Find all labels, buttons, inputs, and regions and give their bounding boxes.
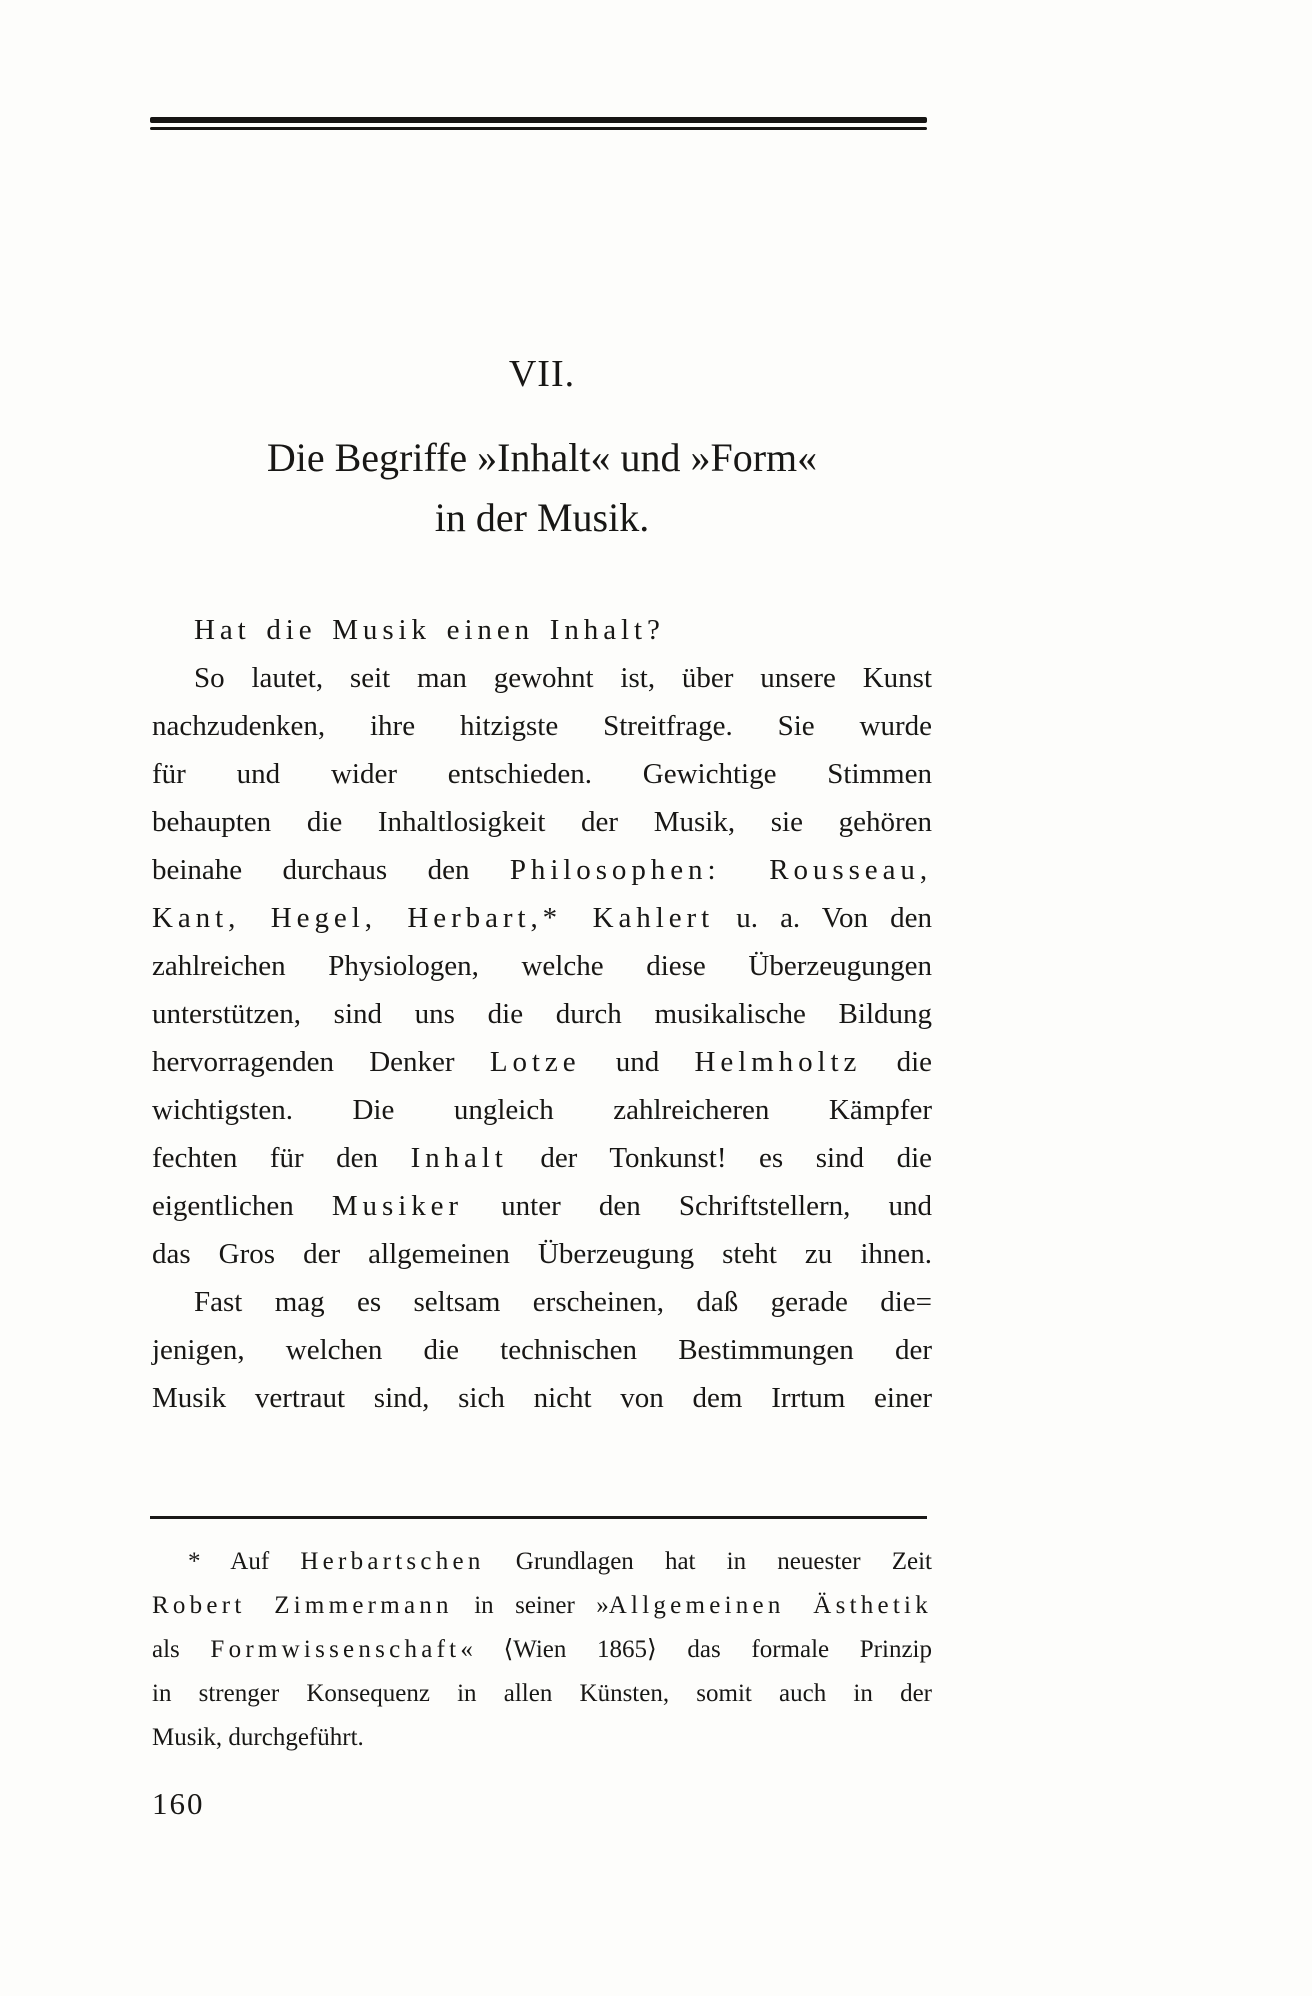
text-line	[152, 1672, 932, 1716]
emphasized-text-segment: Hat die Musik einen Inhalt?	[194, 614, 665, 646]
page-number: 160	[152, 1786, 205, 1821]
text-line	[152, 1278, 932, 1326]
emphasized-text-segment: Herbartschen	[300, 1548, 485, 1575]
text-line	[152, 1134, 932, 1182]
text-line	[152, 1230, 932, 1278]
top-rule-thin	[150, 127, 927, 130]
text-segment: unterstützen, sind uns die durch musikalische Bildung	[152, 998, 932, 1030]
top-rule	[150, 117, 927, 130]
text-line	[152, 942, 932, 990]
text-segment: fechten für den	[152, 1142, 411, 1174]
text-segment: unter den Schriftstellern, und	[463, 1190, 932, 1222]
text-segment: die	[861, 1046, 932, 1078]
footnote-separator-rule	[150, 1516, 927, 1519]
emphasized-text-segment: Inhalt	[410, 1142, 508, 1174]
text-segment: Fast mag es seltsam erscheinen, daß gerade die=	[194, 1286, 932, 1318]
text-segment: in strenger Konsequenz in allen Künsten, somit auch in der	[152, 1680, 932, 1707]
text-segment: Musik vertraut sind, sich nicht von dem Irrtum einer	[152, 1382, 932, 1414]
text-line	[152, 1038, 932, 1086]
text-line	[152, 1326, 932, 1374]
text-line	[152, 894, 932, 942]
text-segment: Musik, durchgeführt.	[152, 1724, 364, 1751]
text-line	[152, 702, 932, 750]
text-segment: und	[580, 1046, 695, 1078]
body-text	[152, 606, 932, 1422]
text-segment: beinahe durchaus den	[152, 854, 510, 886]
text-segment: das Gros der allgemeinen Überzeugung steht zu ihnen.	[152, 1238, 932, 1270]
chapter-title-line-1: Die Begriffe »Inhalt« und »Form«	[266, 435, 818, 480]
emphasized-text-segment: Lotze	[489, 1046, 581, 1078]
text-segment: nachzudenken, ihre hitzigste Streitfrage. Sie wurde	[152, 710, 932, 742]
text-segment: hervorragenden Denker	[152, 1046, 490, 1078]
emphasized-text-segment: Kant, Hegel, Herbart,* Kahlert	[152, 902, 715, 934]
text-line	[152, 1182, 932, 1230]
footnote-text	[152, 1540, 932, 1760]
text-line	[152, 846, 932, 894]
top-rule-thick	[150, 117, 927, 123]
text-segment: u. a. Von den	[714, 902, 932, 934]
text-segment: behaupten die Inhaltlosigkeit der Musik, sie gehören	[152, 806, 932, 838]
text-segment: So lautet, seit man gewohnt ist, über unsere Kunst	[194, 662, 932, 694]
emphasized-text-segment: Allgemeinen Ästhetik	[608, 1592, 933, 1619]
text-line	[152, 1374, 932, 1422]
text-line	[152, 1584, 932, 1628]
text-line	[152, 1628, 932, 1672]
text-segment: in seiner »	[452, 1592, 609, 1619]
text-line	[152, 654, 932, 702]
chapter-number: VII.	[508, 353, 576, 395]
text-segment: Grundlagen hat in neuester Zeit	[484, 1548, 932, 1575]
text-segment: eigentlichen	[152, 1190, 332, 1222]
text-segment: als	[152, 1636, 211, 1663]
text-line	[152, 990, 932, 1038]
chapter-title	[132, 428, 952, 548]
text-segment: für und wider entschieden. Gewichtige Stimmen	[152, 758, 932, 790]
text-line	[152, 750, 932, 798]
text-segment: wichtigsten. Die ungleich zahlreicheren Kämpfer	[152, 1094, 932, 1126]
text-line	[152, 1086, 932, 1134]
text-segment: « ⟨Wien 1865⟩ das formale Prinzip	[460, 1636, 932, 1663]
text-segment: der Tonkunst! es sind die	[507, 1142, 932, 1174]
text-segment: zahlreichen Physiologen, welche diese Überzeugungen	[152, 950, 932, 982]
text-line	[152, 1716, 932, 1760]
text-line	[152, 1540, 932, 1584]
text-line	[152, 798, 932, 846]
emphasized-text-segment: Formwissenschaft	[210, 1636, 461, 1663]
text-segment: jenigen, welchen die technischen Bestimmungen der	[152, 1334, 932, 1366]
chapter-title-line-2: in der Musik.	[434, 495, 650, 540]
emphasized-text-segment: Philosophen: Rousseau,	[509, 854, 932, 886]
text-line	[152, 606, 932, 654]
text-segment: * Auf	[188, 1548, 301, 1575]
emphasized-text-segment: Musiker	[331, 1190, 464, 1222]
emphasized-text-segment: Helmholtz	[694, 1046, 862, 1078]
emphasized-text-segment: Robert Zimmermann	[152, 1592, 453, 1619]
